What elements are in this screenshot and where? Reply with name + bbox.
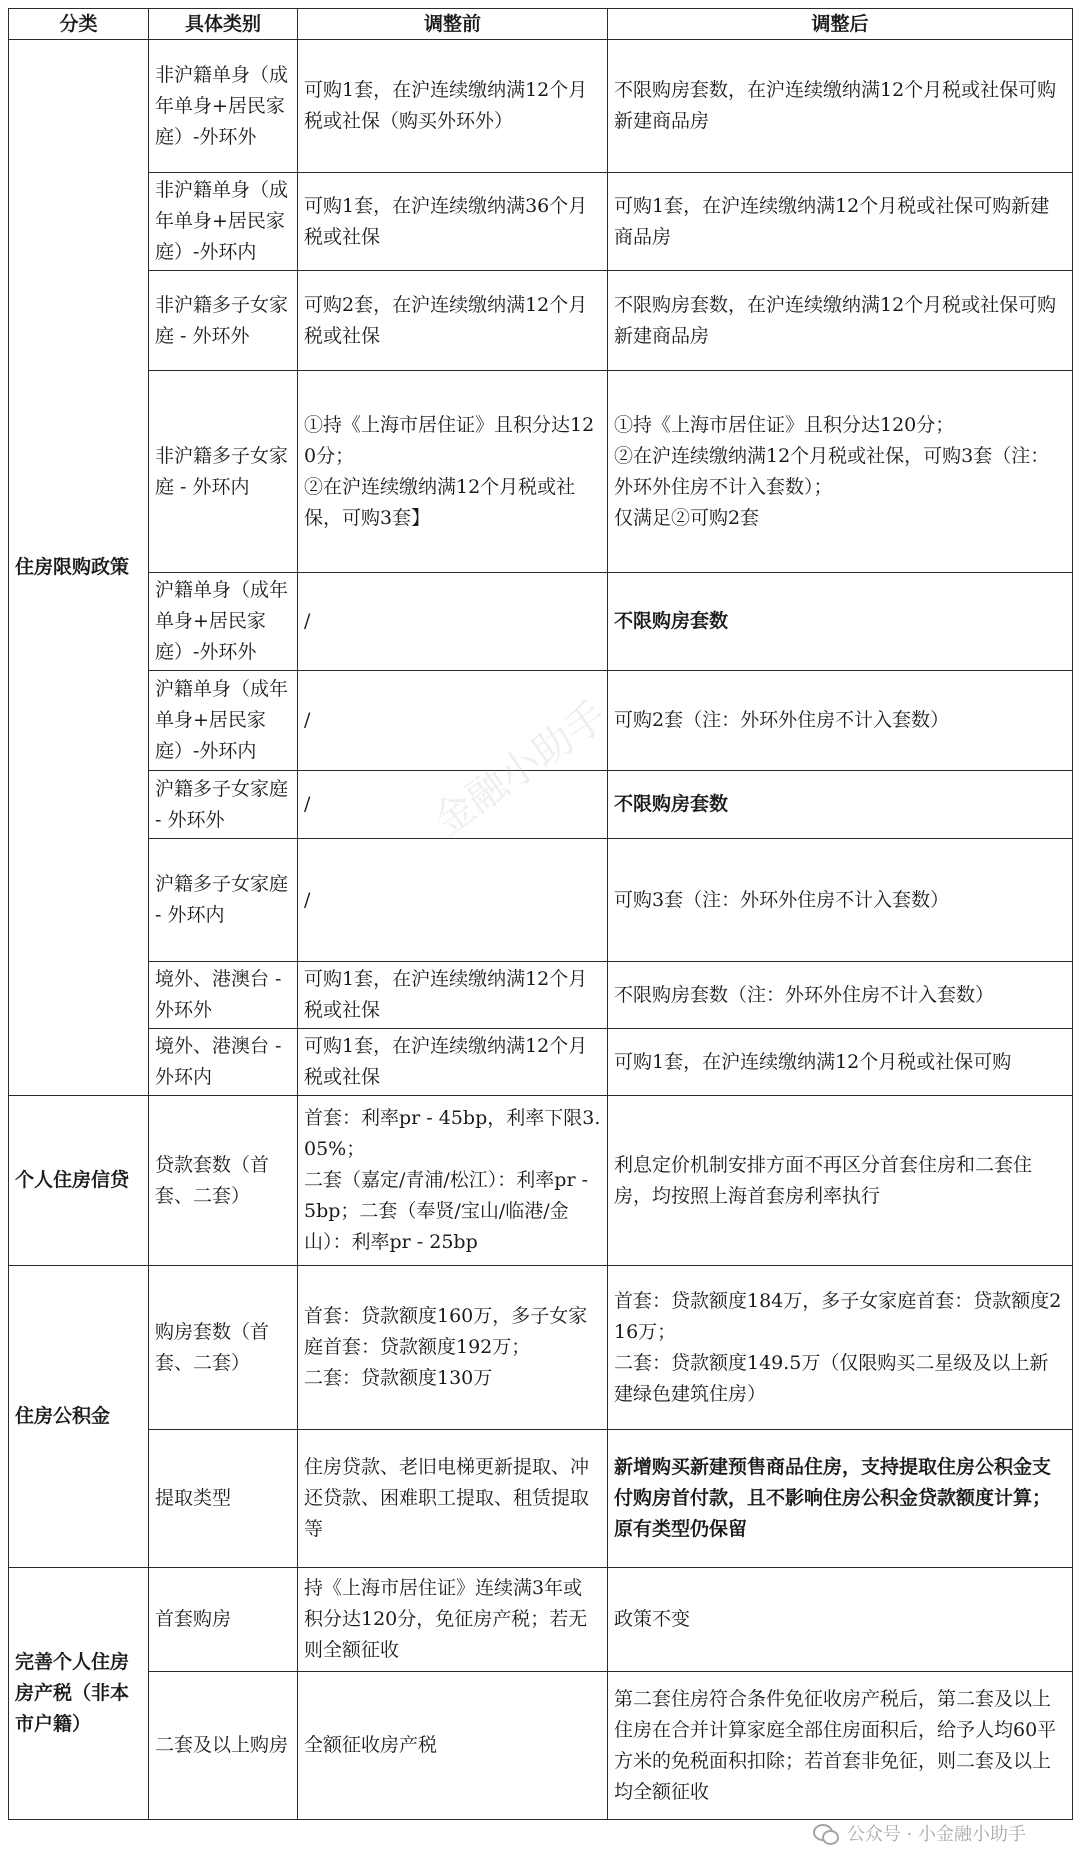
row-type: 非沪籍单身（成年单身+居民家庭）-外环外 xyxy=(149,40,298,173)
row-type: 沪籍多子女家庭 - 外环外 xyxy=(149,771,298,839)
row-after: 不限购房套数（注：外环外住房不计入套数） xyxy=(608,962,1073,1029)
row-after: 不限购房套数，在沪连续缴纳满12个月税或社保可购新建商品房 xyxy=(608,40,1073,173)
before-line: 首套：贷款额度160万，多子女家庭首套：贷款额度192万； xyxy=(304,1305,588,1358)
row-type: 购房套数（首套、二套） xyxy=(149,1266,298,1430)
category-housing-provident-fund: 住房公积金 xyxy=(9,1266,149,1568)
row-after xyxy=(608,1266,1073,1430)
row-type: 沪籍单身（成年单身+居民家庭）-外环外 xyxy=(149,573,298,671)
footer-watermark xyxy=(813,1820,1026,1846)
row-after: 第二套住房符合条件免征收房产税后，第二套及以上住房在合并计算家庭全部住房面积后，给予人均60平方米的免税面积扣除；若首套非免征，则二套及以上均全额征收 xyxy=(608,1672,1073,1820)
table-row xyxy=(9,40,1073,173)
row-after: 可购3套（注：外环外住房不计入套数） xyxy=(608,839,1073,962)
row-before: 可购1套，在沪连续缴纳满36个月税或社保 xyxy=(298,173,608,271)
row-type: 境外、港澳台 - 外环内 xyxy=(149,1029,298,1096)
row-after: 可购1套，在沪连续缴纳满12个月税或社保可购 xyxy=(608,1029,1073,1096)
after-line: ②在沪连续缴纳满12个月税或社保，可购3套（注：外环外住房不计入套数）； xyxy=(614,444,1050,498)
before-line: 首套：利率pr - 45bp，利率下限3.05%； xyxy=(304,1107,601,1160)
row-type: 贷款套数（首套、二套） xyxy=(149,1096,298,1266)
category-personal-housing-credit: 个人住房信贷 xyxy=(9,1096,149,1266)
row-type: 沪籍多子女家庭 - 外环内 xyxy=(149,839,298,962)
header-category: 分类 xyxy=(9,9,149,40)
table-row xyxy=(9,839,1073,962)
table-row xyxy=(9,1430,1073,1568)
before-line: 二套（嘉定/青浦/松江）：利率pr - 5bp；二套（奉贤/宝山/临港/金山）：利率pr - 25bp xyxy=(304,1169,589,1253)
row-before: 全额征收房产税 xyxy=(298,1672,608,1820)
row-before: 可购2套，在沪连续缴纳满12个月税或社保 xyxy=(298,271,608,371)
header-after: 调整后 xyxy=(608,9,1073,40)
row-type: 非沪籍多子女家庭 - 外环内 xyxy=(149,371,298,573)
table-row xyxy=(9,1029,1073,1096)
row-before: / xyxy=(298,839,608,962)
row-type: 非沪籍多子女家庭 - 外环外 xyxy=(149,271,298,371)
row-after: 利息定价机制安排方面不再区分首套住房和二套住房，均按照上海首套房利率执行 xyxy=(608,1096,1073,1266)
table-row xyxy=(9,1266,1073,1430)
table-row xyxy=(9,1568,1073,1672)
table-row xyxy=(9,671,1073,771)
after-line: ①持《上海市居住证》且积分达120分； xyxy=(614,413,955,436)
row-after: 不限购房套数 xyxy=(608,771,1073,839)
row-after xyxy=(608,371,1073,573)
row-type: 二套及以上购房 xyxy=(149,1672,298,1820)
table-row xyxy=(9,173,1073,271)
after-line: 二套：贷款额度149.5万（仅限购买二星级及以上新建绿色建筑住房） xyxy=(614,1351,1049,1405)
row-before: 持《上海市居住证》连续满3年或积分达120分，免征房产税；若无则全额征收 xyxy=(298,1568,608,1672)
row-before xyxy=(298,371,608,573)
row-after: 政策不变 xyxy=(608,1568,1073,1672)
table-row xyxy=(9,771,1073,839)
table-row xyxy=(9,573,1073,671)
row-before: 可购1套，在沪连续缴纳满12个月税或社保（购买外环外） xyxy=(298,40,608,173)
row-before: 可购1套，在沪连续缴纳满12个月税或社保 xyxy=(298,962,608,1029)
table-row xyxy=(9,1672,1073,1820)
row-after: 可购1套，在沪连续缴纳满12个月税或社保可购新建商品房 xyxy=(608,173,1073,271)
row-before: / xyxy=(298,771,608,839)
row-type: 境外、港澳台 - 外环外 xyxy=(149,962,298,1029)
row-before: / xyxy=(298,671,608,771)
row-before: / xyxy=(298,573,608,671)
header-row xyxy=(9,9,1073,40)
category-property-tax: 完善个人住房房产税（非本市户籍） xyxy=(9,1568,149,1820)
row-type: 非沪籍单身（成年单身+居民家庭）-外环内 xyxy=(149,173,298,271)
table-row xyxy=(9,1096,1073,1266)
row-before xyxy=(298,1096,608,1266)
row-after: 不限购房套数，在沪连续缴纳满12个月税或社保可购新建商品房 xyxy=(608,271,1073,371)
policy-comparison-table xyxy=(8,8,1073,1820)
row-before: 可购1套，在沪连续缴纳满12个月税或社保 xyxy=(298,1029,608,1096)
row-type: 沪籍单身（成年单身+居民家庭）-外环内 xyxy=(149,671,298,771)
category-purchase-restriction: 住房限购政策 xyxy=(9,40,149,1096)
before-line: 二套：贷款额度130万 xyxy=(304,1367,493,1389)
after-line: 首套：贷款额度184万，多子女家庭首套：贷款额度216万； xyxy=(614,1289,1062,1343)
row-after: 新增购买新建预售商品住房，支持提取住房公积金支付购房首付款，且不影响住房公积金贷款额度计算；原有类型仍保留 xyxy=(608,1430,1073,1568)
table-row xyxy=(9,271,1073,371)
footer-text: 公众号 · 小金融小助手 xyxy=(846,1824,1026,1845)
before-line: ②在沪连续缴纳满12个月税或社保，可购3套】 xyxy=(304,475,576,529)
row-before: 住房贷款、老旧电梯更新提取、冲还贷款、困难职工提取、租赁提取等 xyxy=(298,1430,608,1568)
watermark-text: 金融小助手 xyxy=(425,692,616,846)
row-after: 不限购房套数 xyxy=(608,573,1073,671)
wechat-icon xyxy=(813,1822,839,1844)
table-row xyxy=(9,371,1073,573)
after-line: 仅满足②可购2套 xyxy=(614,506,760,529)
header-specific-type: 具体类别 xyxy=(149,9,298,40)
row-type: 首套购房 xyxy=(149,1568,298,1672)
row-before xyxy=(298,1266,608,1430)
before-line: ①持《上海市居住证》且积分达120分； xyxy=(304,413,595,467)
row-after: 可购2套（注：外环外住房不计入套数） xyxy=(608,671,1073,771)
header-before: 调整前 xyxy=(298,9,608,40)
row-type: 提取类型 xyxy=(149,1430,298,1568)
table-row xyxy=(9,962,1073,1029)
